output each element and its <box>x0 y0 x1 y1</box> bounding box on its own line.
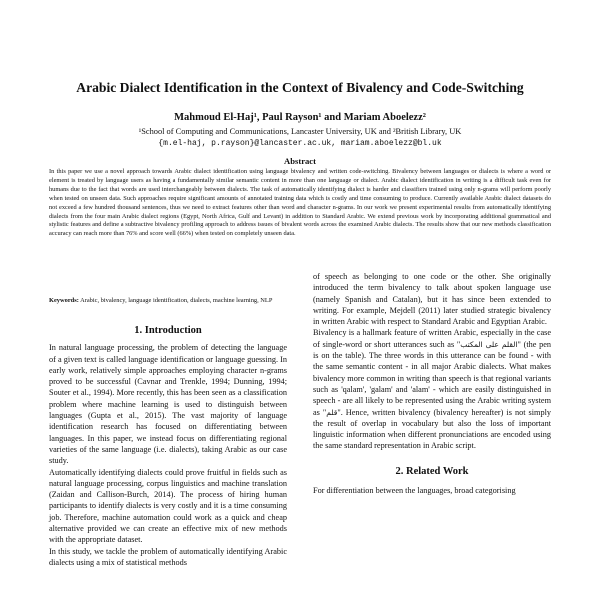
abstract-heading: Abstract <box>284 156 316 166</box>
right-column <box>313 271 551 496</box>
bivalency-text-b: " (the pen is on the table). The three words in this utterance can be found - with the same semantic content - in all major Arabic dialects. What makes bivalency more common in writing than speech is that regional variants such as 'qalam', 'galam' and 'alam' - which are easily distinguished in speech - are all likely to be represented using the Arabic writing system as " <box>313 339 551 417</box>
intro-paragraph-3: In this study, we tackle the problem of automatically identifying Arabic dialects using a mix of statistical methods <box>49 546 287 567</box>
keywords-label: Keywords: <box>49 297 79 304</box>
abstract-text: In this paper we use a novel approach towards Arabic dialect identification using language bivalency and written code-switching. Bivalency between languages or dialects is where a word or element is treated by language users as having a fundamentally similar semantic content in more than one language or dialect. Arabic dialect identification in writing is a difficult task even for humans due to the fact that words are used interchangeably between dialects. The task of automatically identifying dialect is harder and classifiers trained using only n-grams will perform poorly when tested on unseen data. Such approaches require significant amounts of annotated training data which is costly and time consuming to produce. Currently available Arabic dialect datasets do not exceed a few hundred thousand sentences, thus we need to extract features other than word and character n-grams. In our work we present experimental results from automatically identifying dialects from the four main Arabic dialect regions (Egypt, North Africa, Gulf and Levant) in addition to Standard Arabic. We extend previous work by incorporating additional grammatical and stylistic features and define a subtractive bivalency profiling approach to address issues of bivalent words across the examined Arabic dialects. The results show that our new methods classification accuracy can reach more than 76% and score well (66%) when tested on completely unseen data. <box>49 168 551 238</box>
right-paragraph-2 <box>313 327 551 451</box>
keywords-text: Arabic, bivalency, language identification, dialects, machine learning, NLP <box>78 297 273 304</box>
author-emails: {m.el-haj, p.rayson}@lancaster.ac.uk, mariam.aboelezz@bl.uk <box>158 139 442 148</box>
arabic-example-sentence: القلم على المكتب <box>460 339 518 349</box>
affiliations: ¹School of Computing and Communications, Lancaster University, UK and ²British Library, UK <box>138 127 462 136</box>
right-paragraph-1: of speech as belonging to one code or the other. She originally introduced the term bivalency to talk about spoken language use (namely Spanish and Catalan), but it has since been extended to writing. For example, Mejdell (2011) later studied strategic bivalency in written Arabic with respect to Standard Arabic and Egyptian Arabic. <box>313 272 551 327</box>
author-list: Mahmoud El-Haj¹, Paul Rayson¹ and Mariam Aboelezz² <box>174 112 426 123</box>
left-column <box>49 325 287 568</box>
abstract-body <box>49 168 551 239</box>
intro-paragraph-1: In natural language processing, the problem of detecting the language of a given text is called language identification or language guessing. In early work, relatively simple approaches employing character n-grams proved to be successful (Cavnar and Trenkle, 1994; Dunning, 1994; Souter et al., 1994). More recently, this has been seen as a classification problem where machine learning is used to distinguish between languages (Gupta et al., 2015). The vast majority of language identification research has focused on differentiating between languages. In this paper, we instead focus on differentiating regional varieties of the same language (i.e. dialects), taking Arabic as our case study. <box>49 343 287 466</box>
intro-paragraph-2: Automatically identifying dialects could prove fruitful in fields such as natural language processing, corpus linguistics and machine translation (Zaidan and Callison-Burch, 2014). The process of hiring human participants to identify dialects is very costly and it is a time consuming job. Therefore, machine automation could work as a quick and cheap alternative provided we can create an effective mix of new methods with the appropriate dataset. <box>49 467 287 545</box>
intro-heading: 1. Introduction <box>134 325 202 336</box>
related-work-paragraph: For differentiation between the languages, broad categorising <box>313 486 516 496</box>
bivalency-text-c: ". Hence, written bivalency (bivalency hereafter) is not simply the result of overlap in vocabulary but also the loss of important linguistic information when different pronunciations are encoded using the same standard representation in Arabic script. <box>313 407 551 451</box>
arabic-example-word: قلم <box>326 407 338 417</box>
related-work-heading: 2. Related Work <box>395 465 469 477</box>
bivalency-text-a: Bivalency is a hallmark feature of written Arabic, especially in the case of single-word or short utterances such as " <box>313 328 551 349</box>
paper-title: Arabic Dialect Identification in the Context of Bivalency and Code-Switching <box>76 80 524 95</box>
